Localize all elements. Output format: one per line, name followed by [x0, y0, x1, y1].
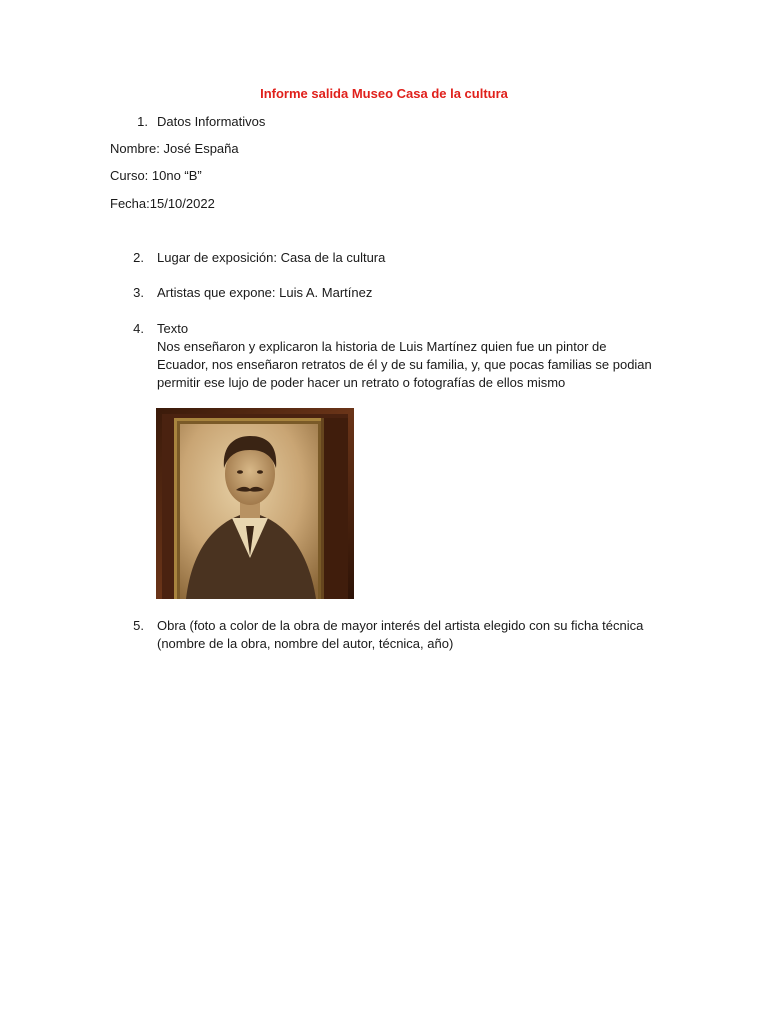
section-4-label: Texto [157, 321, 189, 336]
student-course: Curso: 10no “B” [110, 168, 202, 183]
section-1-label: Datos Informativos [157, 114, 266, 129]
section-2-number: 2. [133, 250, 144, 265]
section-4-paragraph [157, 338, 657, 392]
document-title: Informe salida Museo Casa de la cultura [260, 86, 508, 101]
section-5-line: (nombre de la obra, nombre del autor, técnica, año) [157, 636, 454, 651]
section-3-number: 3. [133, 285, 144, 300]
framed-portrait-photo [156, 408, 354, 599]
section-2-label: Lugar de exposición: Casa de la cultura [157, 250, 386, 265]
section-3-label: Artistas que expone: Luis A. Martínez [157, 285, 373, 300]
section-1-number: 1. [137, 114, 148, 129]
paragraph-line: Nos enseñaron y explicaron la historia de Luis Martínez quien fue un pintor de [157, 339, 607, 354]
report-date: Fecha:15/10/2022 [110, 196, 215, 211]
section-5-number: 5. [133, 618, 144, 633]
section-5-line: Obra (foto a color de la obra de mayor interés del artista elegido con su ficha técnica [157, 618, 644, 633]
paragraph-line: permitir ese lujo de poder hacer un retrato o fotografías de ellos mismo [157, 375, 566, 390]
section-4-number: 4. [133, 321, 144, 336]
student-name: Nombre: José España [110, 141, 239, 156]
paragraph-line: Ecuador, nos enseñaron retratos de él y de su familia, y, que pocas familias se podian [157, 357, 652, 372]
